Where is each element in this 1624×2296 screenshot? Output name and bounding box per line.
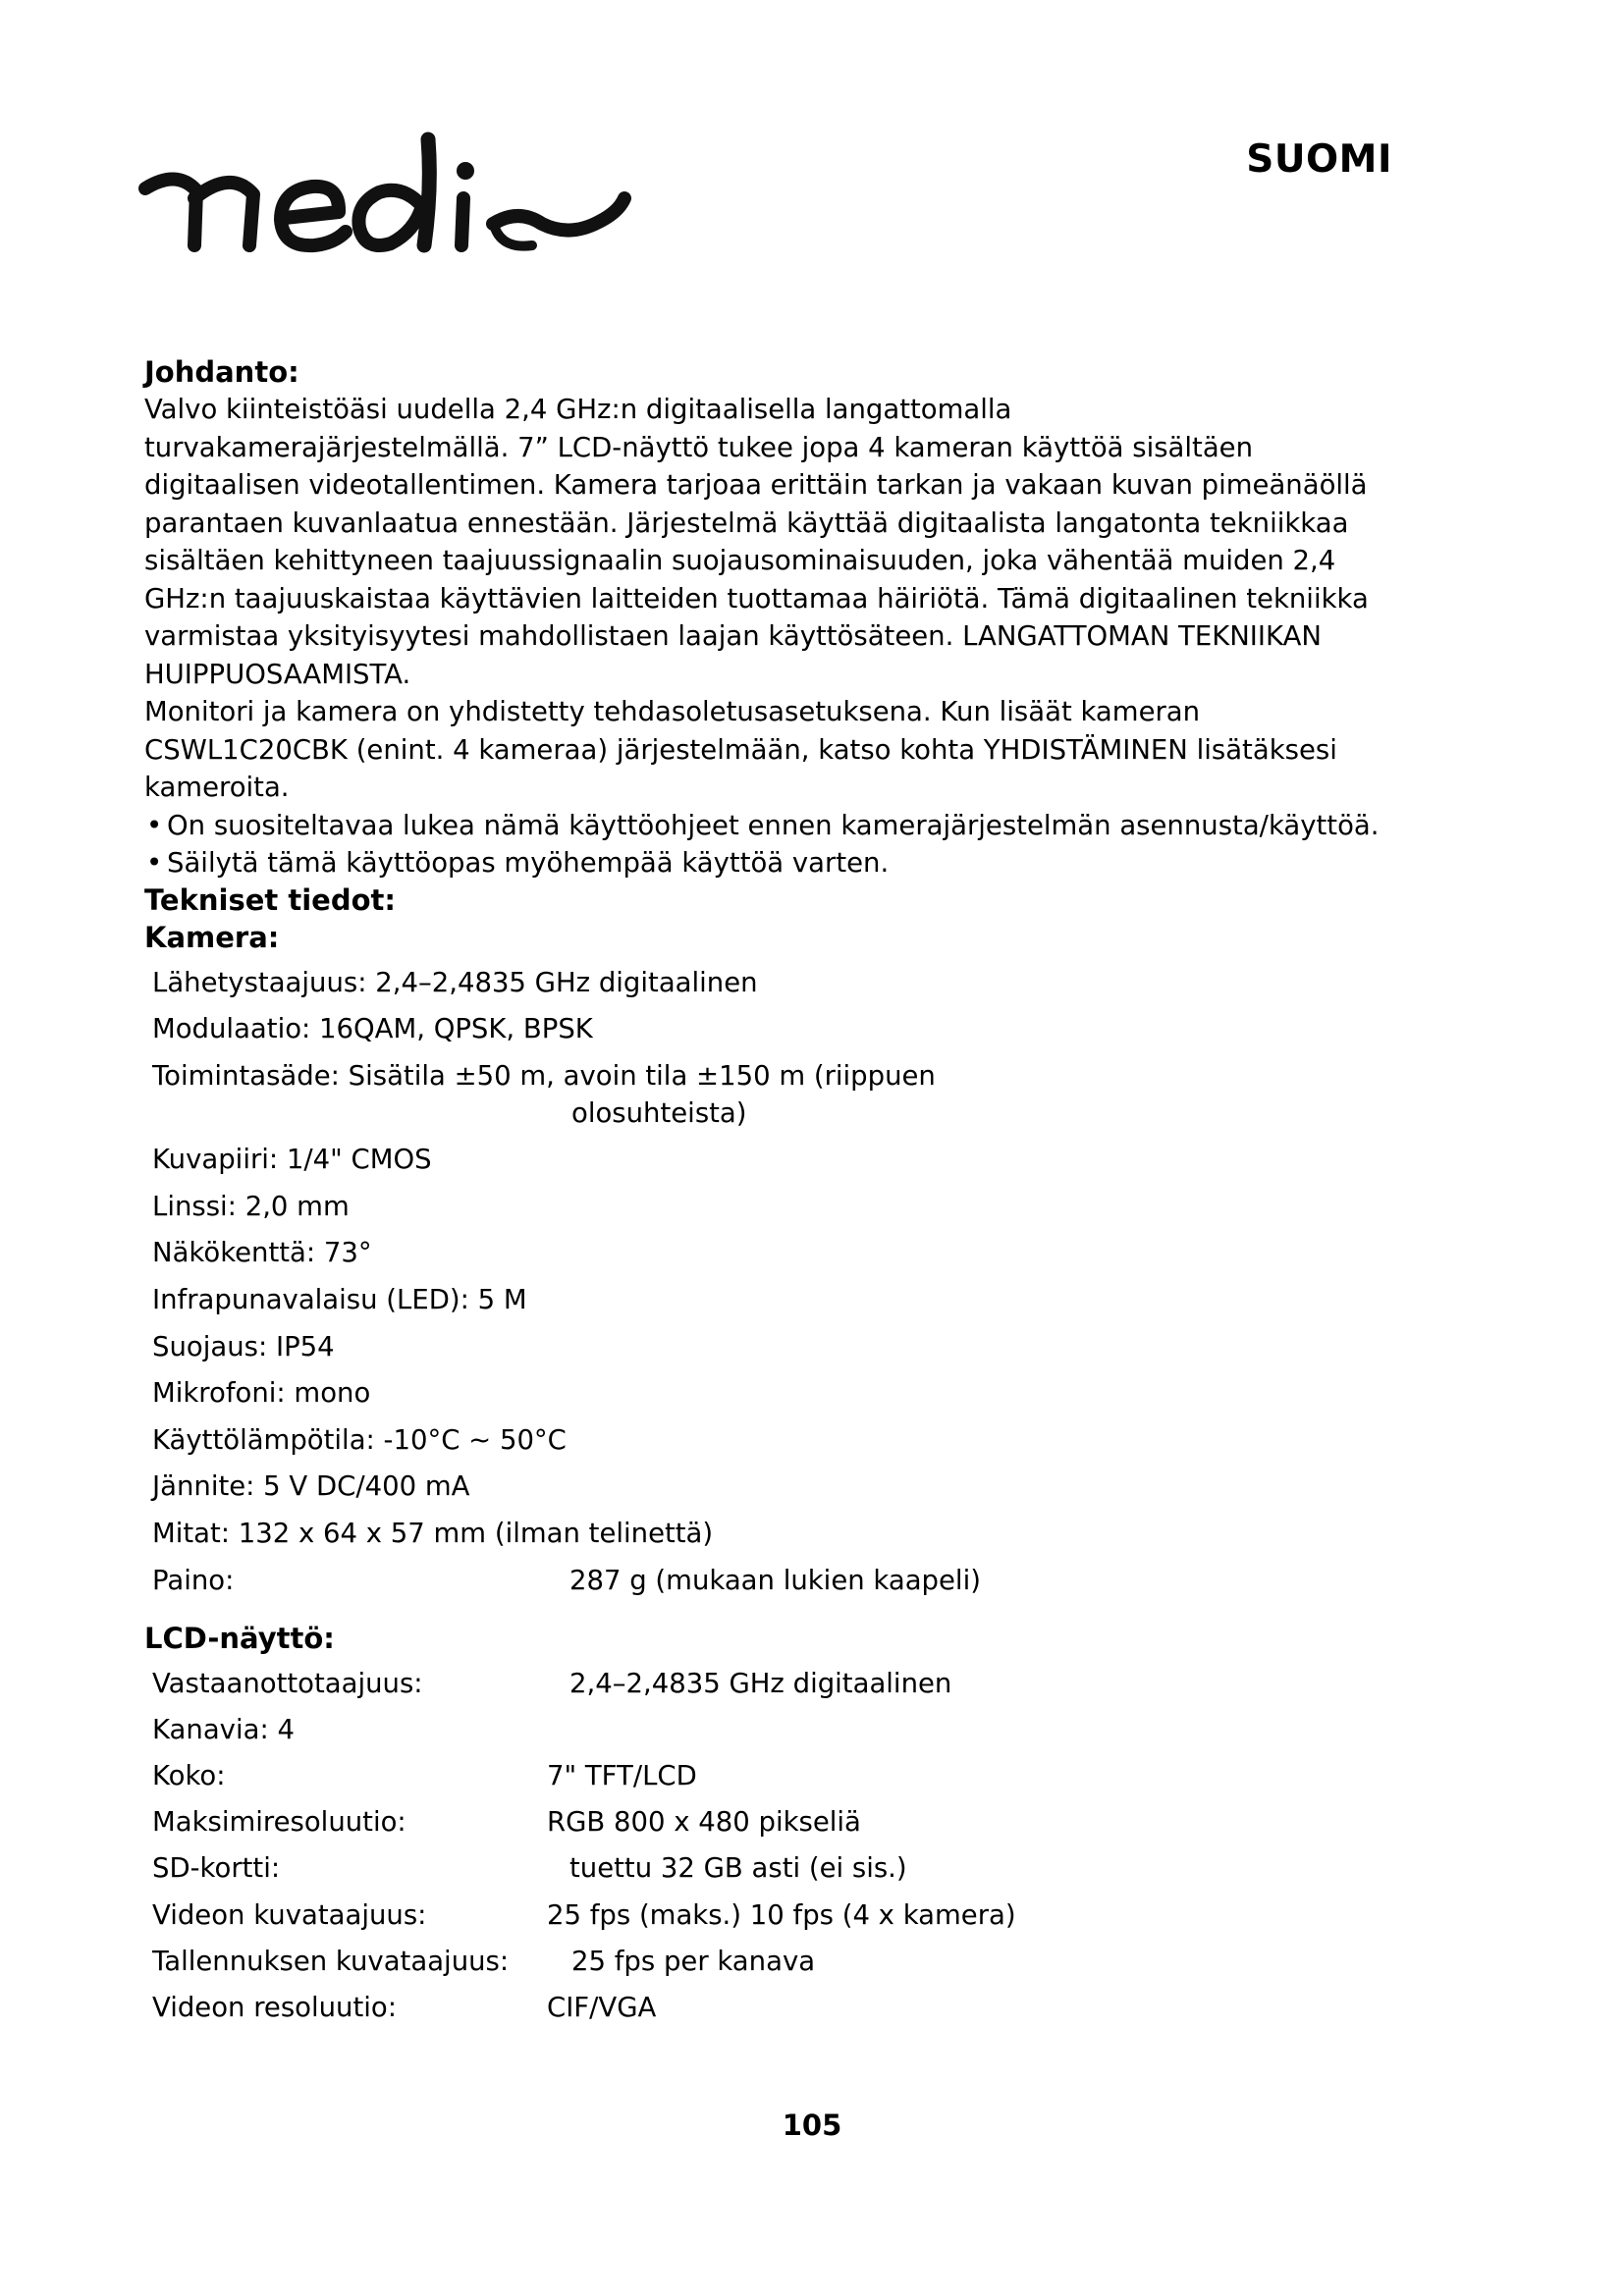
nedis-logo (137, 130, 633, 262)
intro-text (144, 391, 1381, 807)
spec-weight-label: Paino: (152, 1564, 235, 1596)
spec-max-resolution-label: Maksimiresoluutio: (152, 1806, 406, 1839)
spec-sensor: Kuvapiiri: 1/4" CMOS (152, 1144, 432, 1176)
spec-rx-frequency-value: 2,4–2,4835 GHz digitaalinen (569, 1667, 952, 1699)
intro-heading: Johdanto: (144, 355, 299, 389)
specs-heading: Tekniset tiedot: (144, 882, 396, 917)
spec-video-fps-label: Videon kuvataajuus: (152, 1898, 427, 1931)
intro-paragraph: Monitori ja kamera on yhdistetty tehdasoletusasetuksena. Kun lisäät kameran CSWL1C20CBK (enint. 4 kameraa) järjestelmään, katso kohta YHDISTÄMINEN lisätäksesi kameroita. (144, 696, 1337, 803)
page-number: 105 (782, 2109, 842, 2142)
bullet-item: • Säilytä tämä käyttöopas myöhempää käyttöä varten. (144, 844, 1381, 881)
spec-channels-text: Kanavia: 4 (152, 1713, 295, 1745)
spec-max-resolution (152, 1803, 1381, 1841)
lcd-spec-list (144, 1665, 1381, 2026)
spec-recording-fps-value: 25 fps per kanava (571, 1945, 816, 1977)
spec-size-label: Koko: (152, 1760, 226, 1791)
spec-video-resolution-label: Videon resoluutio: (152, 1991, 398, 2023)
spec-infrared: Infrapunavalaisu (LED): 5 M (152, 1284, 527, 1316)
spec-sd-card (152, 1849, 1381, 1887)
spec-video-resolution (152, 1989, 1381, 2026)
intro-paragraph: Valvo kiinteistöäsi uudella 2,4 GHz:n digitaalisella langattomalla turvakamerajärjestelmällä. 7” LCD-näyttö tukee jopa 4 kameran käyttöä sisältäen digitaalisen videotallentimen. Kamera tarjoaa erittäin tarkan ja vakaan kuvan pimeänäöllä parantaen kuvanlaatua ennestään. Järjestelmä käyttää digitaalista langatonta tekniikkaa sisältäen kehittyneen taajuussignaalin suojausominaisuuden, joka vähentää muiden 2,4 GHz:n taajuuskaistaa käyttävien laitteiden tuottamaa häiriötä. Tämä digitaalinen tekniikka varmistaa yksityisyytesi mahdollistaen laajan käyttösäteen. LANGATTOMAN TEKNIIKAN HUIPPUOSAAMISTA. (144, 394, 1369, 690)
bullet-item: • On suositeltavaa lukea nämä käyttöohjeet ennen kamerajärjestelmän asennusta/käyttöä. (144, 807, 1381, 844)
spec-video-fps (152, 1896, 1381, 1934)
spec-protection: Suojaus: IP54 (152, 1330, 335, 1362)
spec-size (152, 1757, 1381, 1794)
spec-sd-card-label: SD-kortti: (152, 1852, 281, 1885)
spec-rx-frequency-label: Vastaanottotaajuus: (152, 1667, 423, 1699)
spec-max-resolution-value: RGB 800 x 480 pikseliä (547, 1806, 861, 1839)
spec-frequency: Lähetystaajuus: 2,4–2,4835 GHz digitaalinen (152, 966, 758, 998)
spec-weight-value: 287 g (mukaan lukien kaapeli) (569, 1564, 981, 1596)
spec-range-continuation: olosuhteista) (571, 1096, 747, 1129)
document-body (144, 353, 1381, 2035)
spec-recording-fps-label: Tallennuksen kuvataajuus: (152, 1945, 510, 1977)
spec-video-fps-value: 25 fps (maks.) 10 fps (4 x kamera) (547, 1898, 1016, 1931)
spec-temperature: Käyttölämpötila: -10°C ~ 50°C (152, 1423, 567, 1456)
spec-rx-frequency (152, 1665, 1381, 1702)
spec-microphone: Mikrofoni: mono (152, 1377, 371, 1410)
spec-field-of-view: Näkökenttä: 73° (152, 1237, 372, 1269)
language-label: SUOMI (1246, 137, 1392, 182)
spec-dimensions: Mitat: 132 x 64 x 57 mm (ilman telinettä) (152, 1518, 714, 1550)
spec-channels (152, 1711, 1381, 1748)
camera-spec-list (144, 964, 1381, 1599)
lcd-heading: LCD-näyttö: (144, 1621, 335, 1655)
intro-bullet-list (144, 807, 1381, 881)
spec-voltage: Jännite: 5 V DC/400 mA (152, 1470, 470, 1503)
spec-sd-card-value: tuettu 32 GB asti (ei sis.) (569, 1852, 907, 1885)
spec-lens: Linssi: 2,0 mm (152, 1190, 350, 1222)
spec-range (152, 1057, 1381, 1132)
spec-size-value: 7" TFT/LCD (547, 1760, 697, 1791)
camera-heading: Kamera: (144, 920, 280, 954)
spec-modulation: Modulaatio: 16QAM, QPSK, BPSK (152, 1013, 593, 1045)
spec-weight (152, 1562, 1381, 1599)
spec-range-line: Toimintasäde: Sisätila ±50 m, avoin tila ±150 m (riippuen (152, 1059, 936, 1092)
spec-video-resolution-value: CIF/VGA (547, 1991, 657, 2023)
spec-recording-fps (152, 1943, 1381, 1980)
